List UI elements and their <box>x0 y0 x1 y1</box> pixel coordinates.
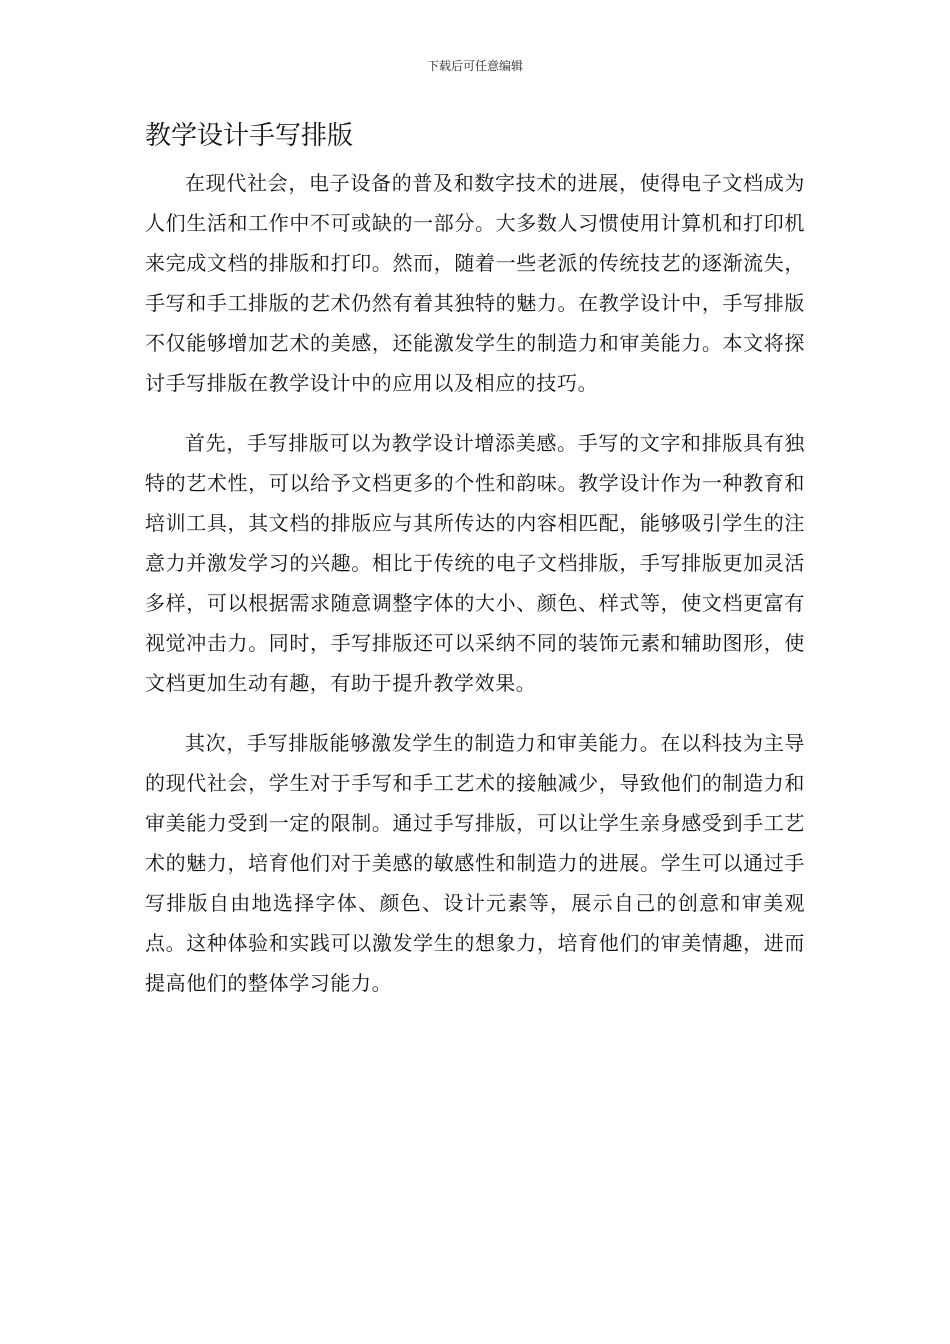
page-header-note: 下载后可任意编辑 <box>426 59 523 73</box>
paragraph-aesthetics: 首先，手写排版可以为教学设计增添美感。手写的文字和排版具有独特的艺术性，可以给予文档更多的个性和韵味。教学设计作为一种教育和培训工具，其文档的排版应与其所传达的内容相匹配，能够吸引学生的注意力并激发学习的兴趣。相比于传统的电子文档排版，手写排版更加灵活多样，可以根据需求随意调整字体的大小、颜色、样式等，使文档更富有视觉冲击力。同时，手写排版还可以采纳不同的装饰元素和辅助图形，使文档更加生动有趣，有助于提升教学效果。 <box>145 431 805 695</box>
paragraph-intro: 在现代社会，电子设备的普及和数字技术的进展，使得电子文档成为人们生活和工作中不可或缺的一部分。大多数人习惯使用计算机和打印机来完成文档的排版和打印。然而，随着一些老派的传统技艺的逐渐流失，手写和手工排版的艺术仍然有着其独特的魅力。在教学设计中，手写排版不仅能够增加艺术的美感，还能激发学生的制造力和审美能力。本文将探讨手写排版在教学设计中的应用以及相应的技巧。 <box>145 171 805 395</box>
document-body <box>145 163 805 1003</box>
document-title: 教学设计手写排版 <box>145 121 354 151</box>
paragraph-creativity: 其次，手写排版能够激发学生的制造力和审美能力。在以科技为主导的现代社会，学生对于手写和手工艺术的接触减少，导致他们的制造力和审美能力受到一定的限制。通过手写排版，可以让学生亲身感受到手工艺术的魅力，培育他们对于美感的敏感性和制造力的进展。学生可以通过手写排版自由地选择字体、颜色、设计元素等，展示自己的创意和审美观点。这种体验和实践可以激发学生的想象力，培育他们的审美情趣，进而提高他们的整体学习能力。 <box>145 731 805 995</box>
